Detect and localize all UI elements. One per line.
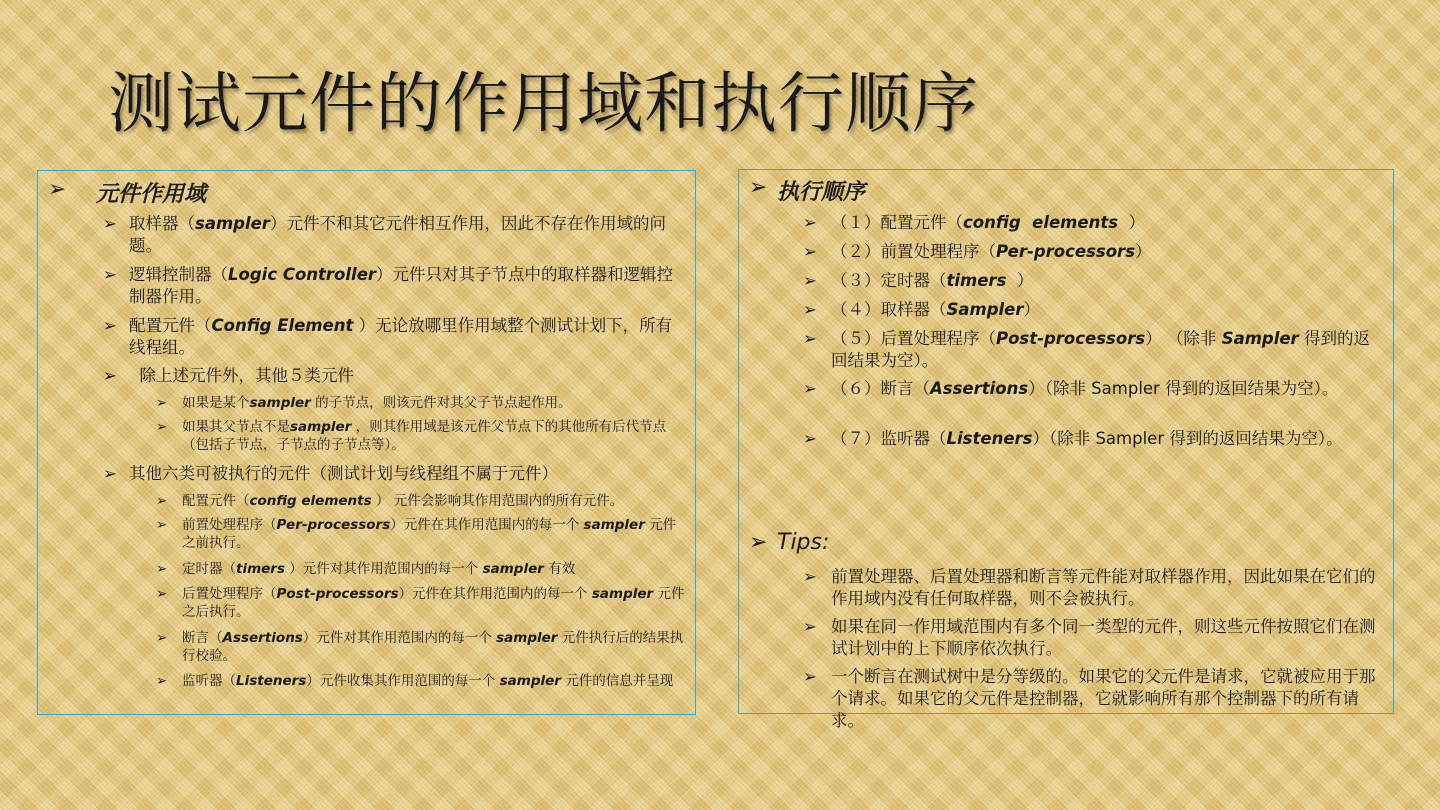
tips-heading-text: Tips: bbox=[777, 530, 830, 555]
bullet-icon: ➢ bbox=[156, 517, 168, 533]
list-item: ➢ 配置元件（Config Element ）无论放哪里作用域整个测试计划下，所有线程组。 bbox=[103, 316, 673, 357]
bullet-icon: ➢ bbox=[103, 316, 117, 335]
bullet-icon: ➢ bbox=[803, 567, 817, 586]
bullet-icon: ➢ bbox=[48, 177, 67, 202]
order-item: ➢ （５）后置处理程序（Post-processors） （除非 Sampler 得到的返回结果为空）。 bbox=[803, 329, 1370, 370]
bullet-icon: ➢ bbox=[103, 366, 117, 385]
bullet-icon: ➢ bbox=[103, 464, 117, 483]
bullet-icon: ➢ bbox=[803, 242, 817, 261]
order-panel bbox=[738, 169, 1394, 730]
tips-heading bbox=[749, 530, 1379, 555]
order-item: ➢ （２）前置处理程序（Per-processors） bbox=[803, 242, 1152, 261]
page-title: 测试元件的作用域和执行顺序 bbox=[108, 65, 979, 142]
bullet-icon: ➢ bbox=[103, 214, 117, 233]
order-heading-text: 执行顺序 bbox=[777, 180, 866, 205]
list-item: ➢ 逻辑控制器（Logic Controller）元件只对其子节点中的取样器和逻辑控制器作用。 bbox=[103, 265, 674, 306]
bullet-icon: ➢ bbox=[749, 175, 768, 200]
order-item: ➢ （４）取样器（Sampler） bbox=[803, 300, 1041, 319]
order-item: ➢ （７）监听器（Listeners）（除非 Sampler 得到的返回结果为空）。 bbox=[803, 429, 1343, 448]
bullet-icon: ➢ bbox=[803, 271, 817, 290]
bullet-icon: ➢ bbox=[803, 329, 817, 348]
bullet-icon: ➢ bbox=[749, 530, 768, 555]
bullet-icon: ➢ bbox=[803, 379, 817, 398]
bullet-icon: ➢ bbox=[156, 586, 168, 602]
list-item: ➢ 监听器（Listeners）元件收集其作用范围的每一个 sampler 元件的信息并呈现 bbox=[156, 673, 674, 689]
bullet-icon: ➢ bbox=[156, 561, 168, 577]
bullet-icon: ➢ bbox=[156, 673, 168, 689]
list-item: ➢ 取样器（sampler）元件不和其它元件相互作用，因此不存在作用域的问题。 bbox=[103, 214, 666, 255]
tip-item: ➢ 前置处理器、后置处理器和断言等元件能对取样器作用，因此如果在它们的作用域内没有任何取样器，则不会被执行。 bbox=[803, 567, 1376, 608]
bullet-icon: ➢ bbox=[156, 630, 168, 646]
list-item: ➢ 断言（Assertions）元件对其作用范围内的每一个 sampler 元件执行后的结果执行校验。 bbox=[156, 630, 684, 664]
list-item: ➢ 除上述元件外，其他５类元件 bbox=[103, 366, 354, 385]
list-item: ➢ 后置处理程序（Post-processors）元件在其作用范围内的每一个 sampler 元件之后执行。 bbox=[156, 586, 685, 620]
list-item: ➢ 其他六类可被执行的元件（测试计划与线程组不属于元件） bbox=[103, 464, 558, 483]
bullet-icon: ➢ bbox=[803, 667, 817, 686]
tip-item: ➢ 一个断言在测试树中是分等级的。如果它的父元件是请求，它就被应用于那个请求。如果它的父元件是控制器，它就影响所有那个控制器下的所有请求。 bbox=[803, 667, 1376, 730]
bullet-icon: ➢ bbox=[156, 419, 168, 435]
bullet-icon: ➢ bbox=[156, 493, 168, 509]
bullet-icon: ➢ bbox=[103, 265, 117, 284]
bullet-icon: ➢ bbox=[803, 300, 817, 319]
scope-heading bbox=[48, 177, 688, 208]
order-heading bbox=[749, 175, 1379, 206]
bullet-icon: ➢ bbox=[803, 213, 817, 232]
list-item: ➢ 如果是某个sampler 的子节点，则该元件对其父子节点起作用。 bbox=[156, 395, 572, 411]
list-item: ➢ 前置处理程序（Per-processors）元件在其作用范围内的每一个 sampler 元件之前执行。 bbox=[156, 517, 677, 551]
list-item: ➢ 如果其父节点不是sampler ，则其作用域是该元件父节点下的其他所有后代节点（包括子节点，子节点的子节点等）。 bbox=[156, 419, 667, 453]
tip-item: ➢ 如果在同一作用域范围内有多个同一类型的元件，则这些元件按照它们在测试计划中的上下顺序依次执行。 bbox=[803, 617, 1376, 658]
scope-panel bbox=[37, 170, 696, 715]
order-item: ➢ （６）断言（Assertions）（除非 Sampler 得到的返回结果为空）。 bbox=[803, 379, 1339, 398]
bullet-icon: ➢ bbox=[156, 395, 168, 411]
bullet-icon: ➢ bbox=[803, 617, 817, 636]
order-item: ➢ （１）配置元件（config elements ） bbox=[803, 213, 1146, 232]
list-item: ➢ 定时器（timers ）元件对其作用范围内的每一个 sampler 有效 bbox=[156, 561, 576, 577]
order-item: ➢ （３）定时器（timers ） bbox=[803, 271, 1034, 290]
list-item: ➢ 配置元件（config elements ） 元件会影响其作用范围内的所有元件。 bbox=[156, 493, 624, 509]
scope-heading-text: 元件作用域 bbox=[96, 182, 207, 207]
bullet-icon: ➢ bbox=[803, 429, 817, 448]
